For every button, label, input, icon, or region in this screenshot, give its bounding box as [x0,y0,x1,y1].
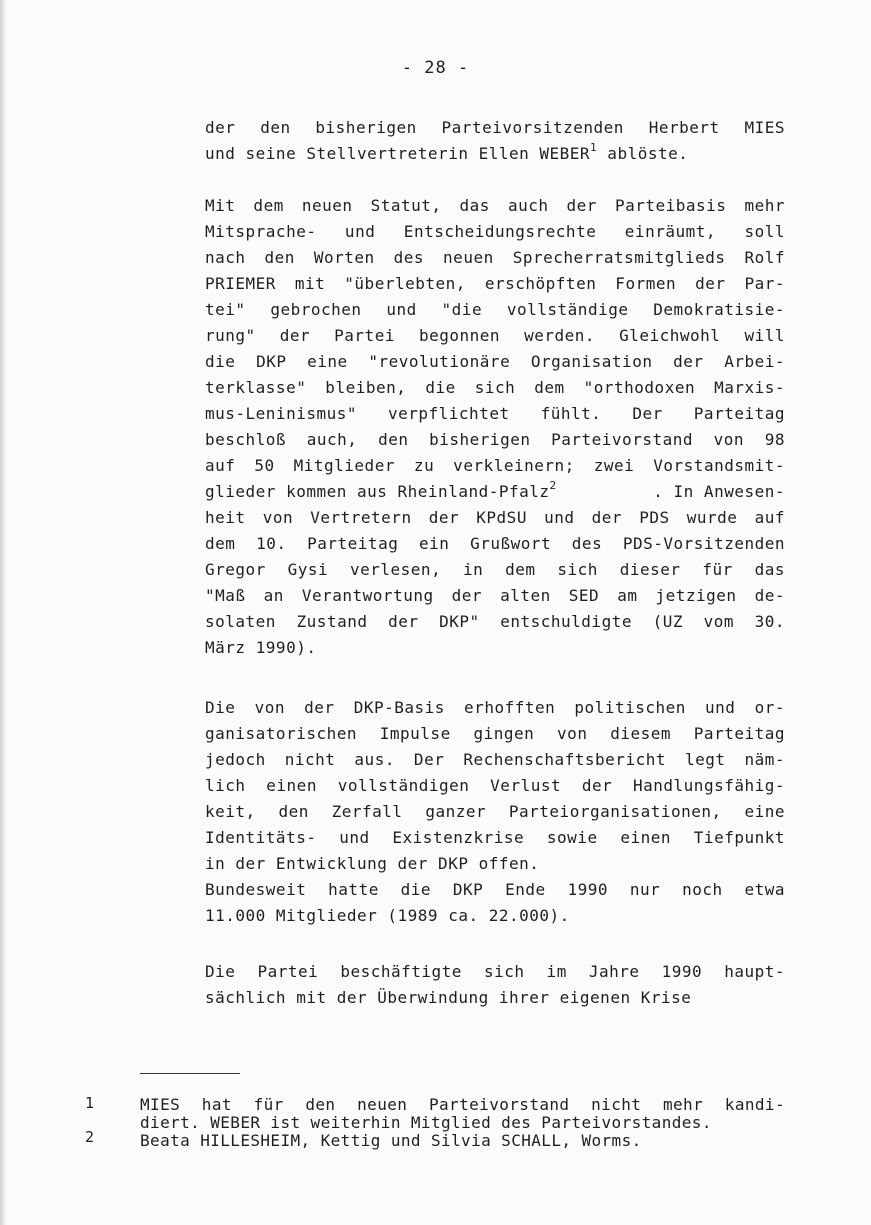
text-line: heit von Vertretern der KPdSU und der PDS wurde auf [205,508,785,527]
text-line: Mit dem neuen Statut, das auch der Parteibasis mehr [205,196,785,215]
footnote-line: MIES hat für den neuen Parteivorstand nicht mehr kandi- [140,1095,785,1114]
text-line: 11.000 Mitglieder (1989 ca. 22.000). [205,906,570,925]
text-line: dem 10. Parteitag ein Grußwort des PDS-Vorsitzenden [205,534,785,553]
paragraph-1 [205,115,785,167]
footnote-number-1: 1 [85,1094,95,1112]
footnote-divider [140,1073,240,1074]
page-number: - 28 - [401,58,470,78]
text-line: solaten Zustand der DKP" entschuldigte (UZ vom 30. [205,612,785,631]
text-line: nach den Worten des neuen Sprecherratsmitglieds Rolf [205,248,785,267]
text-line: der den bisherigen Parteivorsitzenden Herbert MIES [205,118,785,137]
text-line: PRIEMER mit "überlebten, erschöpften Formen der Par- [205,274,785,293]
paragraph-3 [205,695,785,929]
footnote-line: Beata HILLESHEIM, Kettig und Silvia SCHALL, Worms. [140,1131,642,1150]
text-line: ganisatorischen Impulse gingen von diesem Parteitag [205,724,785,743]
text-line: in der Entwicklung der DKP offen. [205,854,540,873]
text-line: lich einen vollständigen Verlust der Handlungsfähig- [205,776,785,795]
text-fragment: glieder kommen aus Rheinland-Pfalz$^2$ [205,479,557,501]
text-line: "Maß an Verantwortung der alten SED am jetzigen de- [205,586,785,605]
footnote-2 [140,1132,785,1150]
footnote-ref-1[interactable]: 1 [590,141,598,154]
paragraph-2 [205,193,785,661]
text-line: rung" der Partei begonnen werden. Gleichwohl will [205,326,785,345]
text-line: und seine Stellvertreterin Ellen WEBER$^1$ ablöste. [205,141,689,163]
footnote-line: diert. WEBER ist weiterhin Mitglied des Parteivorstandes. [140,1113,712,1132]
text-line: Identitäts- und Existenzkrise sowie einen Tiefpunkt [205,828,785,847]
text-line: terklasse" bleiben, die sich dem "orthodoxen Marxis- [205,378,785,397]
text-line: beschloß auch, den bisherigen Parteivorstand von 98 [205,430,785,449]
footnote-ref-2[interactable]: 2 [549,479,557,492]
scan-edge-shadow [0,0,7,1225]
text-line: jedoch nicht aus. Der Rechenschaftsbericht legt näm- [205,750,785,769]
text-line: die DKP eine "revolutionäre Organisation der Arbei- [205,352,785,371]
text-line: Mitsprache- und Entscheidungsrechte einräumt, soll [205,222,785,241]
text-line: März 1990). [205,638,317,657]
text-line [205,479,785,505]
text-line: tei" gebrochen und "die vollständige Demokratisie- [205,300,785,319]
text-line: Bundesweit hatte die DKP Ende 1990 nur noch etwa [205,880,785,899]
text-line: Die von der DKP-Basis erhofften politischen und or- [205,698,785,717]
text-line: Gregor Gysi verlesen, in dem sich dieser für das [205,560,785,579]
text-line: auf 50 Mitglieder zu verkleinern; zwei Vorstandsmit- [205,456,785,475]
text-fragment: . In Anwesen- [653,482,785,501]
footnote-number-2: 2 [85,1128,95,1146]
footnote-1 [140,1096,785,1132]
text-line: mus-Leninismus" verpflichtet fühlt. Der Parteitag [205,404,785,423]
paragraph-4 [205,959,785,1011]
text-line: sächlich mit der Überwindung ihrer eigenen Krise [205,988,692,1007]
text-line: Die Partei beschäftigte sich im Jahre 1990 haupt- [205,962,785,981]
text-line: keit, den Zerfall ganzer Parteiorganisationen, eine [205,802,785,821]
